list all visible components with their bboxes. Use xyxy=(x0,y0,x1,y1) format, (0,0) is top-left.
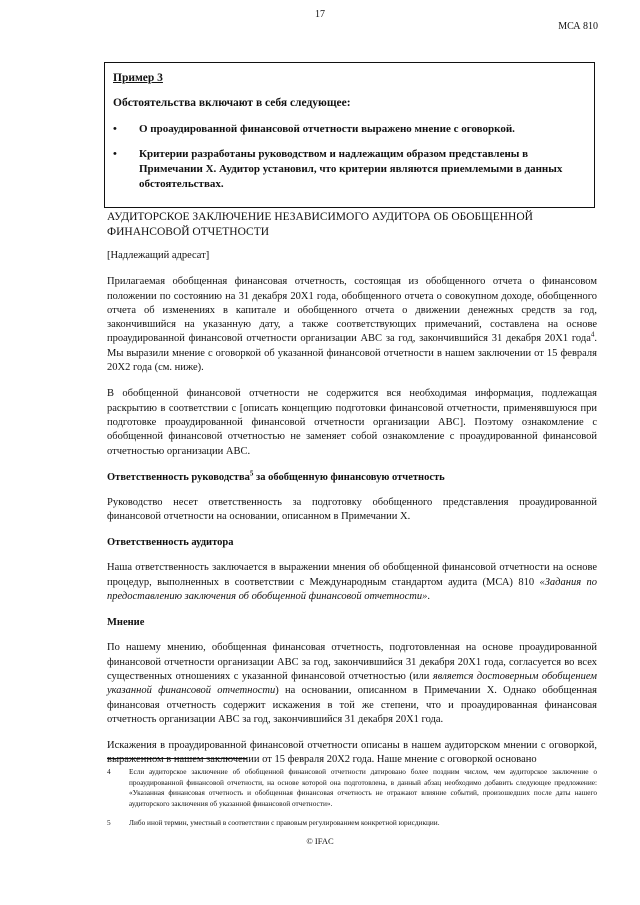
bullet-text: Критерии разработаны руководством и надлежащим образом представлены в Примечании X. Аудитор установил, что критерии являются приемлемыми в данных обстоятельствах. xyxy=(139,148,563,190)
report-title: АУДИТОРСКОЕ ЗАКЛЮЧЕНИЕ НЕЗАВИСИМОГО АУДИТОРА ОБ ОБОБЩЕННОЙ ФИНАНСОВОЙ ОТЧЕТНОСТИ xyxy=(107,211,533,238)
auditor-heading: Ответственность аудитора xyxy=(107,537,234,549)
footnote-ref: 4 xyxy=(590,330,595,339)
opinion-paragraph-text: По нашему мнению, обобщенная финансовая отчетность, подготовленная на основе проаудированной финансовой отчетности организации ABC за год, закончившийся 31 декабря 20X1 года, согласуется во всех существенных отношениях с указанной финансовой отчетностью (или xyxy=(107,642,597,682)
management-heading xyxy=(107,471,597,485)
footnote-text: Если аудиторское заключение об обобщенной финансовой отчетности датировано более поздним числом, чем аудиторское заключение о проаудированной финансовой отчетности, на основе которой она подготовлена, в данный абзац необходимо добавить следующее предложение: «Указанная финансовая отчетность и обобщенная финансовая отчетность не отражают влияние событий, произошедших после даты нашего аудиторского заключения об указанной финансовой отчетности». xyxy=(129,767,597,808)
footnote-text: Либо иной термин, уместный в соответствии с правовым регулированием конкретной юрисдикции. xyxy=(129,818,440,827)
example-title: Пример 3 xyxy=(113,72,163,84)
intro-paragraph-text: Прилагаемая обобщенная финансовая отчетность, состоящая из обобщенного отчета о финансовом положении по состоянию на 31 декабря 20X1 года, обобщенного отчета о совокупном доходе, обобщенного отчета об изменениях в капитале и обобщенного отчета о движении денежных средств за год, закончившийся на указанную дату, а также соответствующих примечаний, составлена на основе проаудированной финансовой отчетности организации ABC за год, закончившийся 31 декабря 20X1 года xyxy=(107,276,597,345)
intro-paragraph xyxy=(107,275,597,375)
management-heading-text: Ответственность руководства xyxy=(107,471,250,483)
footnote xyxy=(107,767,597,809)
example-bullet xyxy=(113,122,586,137)
misstatement-paragraph: Искажения в проаудированной финансовой отчетности описаны в нашем аудиторском мнении с оговоркой, выраженном в нашем заключении от 15 февраля 20X2 года. Наше мнение с оговоркой основано xyxy=(107,740,597,766)
bullet-icon: • xyxy=(113,148,117,160)
document-code: МСА 810 xyxy=(558,21,598,32)
management-paragraph: Руководство несет ответственность за подготовку обобщенного представления проаудированной финансовой отчетности на основании, описанном в Примечании X. xyxy=(107,496,597,523)
footnote-number: 4 xyxy=(107,767,111,776)
report-body xyxy=(107,210,597,780)
example-intro: Обстоятельства включают в себя следующее: xyxy=(113,97,351,109)
footnote-divider xyxy=(107,758,247,759)
auditor-paragraph-tail: . xyxy=(427,591,430,603)
addressee: [Надлежащий адресат] xyxy=(107,250,210,261)
standard-title: «Задания по предоставлению заключения об обобщенной финансовой отчетности» xyxy=(107,576,597,603)
example-bullet xyxy=(113,147,586,192)
copyright: © IFAC xyxy=(306,836,334,846)
summary-paragraph: В обобщенной финансовой отчетности не содержится вся необходимая информация, подлежащая раскрытию в соответствии с [описать концепцию подготовки финансовой отчетности, применявшуюся при подготовке проаудированной финансовой отчетности организации ABC]. Поэтому ознакомление с обобщенной финансовой отчетностью не заменяет собой ознакомление с проаудированной финансовой отчетностью организации ABC. xyxy=(107,388,597,457)
footnote-number: 5 xyxy=(107,818,111,827)
footnote-ref: 5 xyxy=(249,469,254,478)
auditor-paragraph-text: Наша ответственность заключается в выражении мнения об обобщенной финансовой отчетности на основе процедур, выполненных в соответствии с Международным стандартом аудита (МСА) 810 xyxy=(107,562,597,588)
opinion-paragraph-tail: ) на основании, описанном в Примечании X. Однако обобщенная финансовая отчетность содержит искажения в той же степени, что и проаудированная финансовая отчетность организации ABC за год, закончившийся 31 декабря 20X1 года. xyxy=(107,685,597,725)
example-box xyxy=(104,62,595,208)
footnote xyxy=(107,818,597,829)
bullet-text: О проаудированной финансовой отчетности выражено мнение с оговоркой. xyxy=(139,123,515,135)
opinion-alternative: является достоверным обобщением указанной финансовой отчетности xyxy=(107,670,597,697)
opinion-heading: Мнение xyxy=(107,617,145,629)
opinion-paragraph xyxy=(107,641,597,727)
bullet-icon: • xyxy=(113,123,117,135)
management-heading-tail: за обобщенную финансовую отчетность xyxy=(253,471,445,483)
page-number: 17 xyxy=(315,9,325,20)
auditor-paragraph xyxy=(107,561,597,604)
intro-paragraph-tail: . Мы выразили мнение с оговоркой об указанной финансовой отчетности в нашем заключении от 15 февраля 20X2 года (см. ниже). xyxy=(107,333,597,374)
